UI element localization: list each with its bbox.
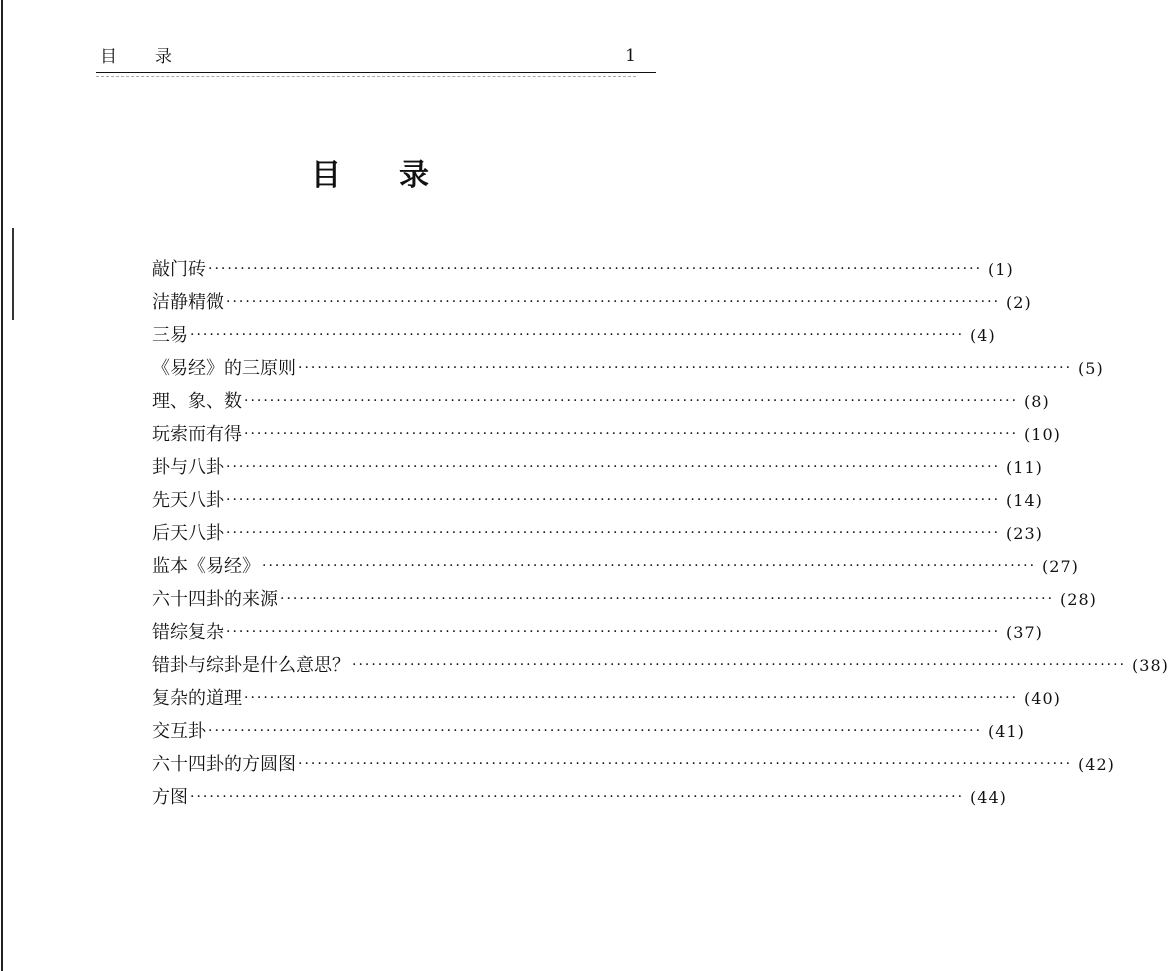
toc-leader-dots: ························································································································	[226, 492, 1001, 508]
running-head-title: 目录	[100, 47, 210, 67]
toc-entry-page: (23)	[1006, 524, 1043, 543]
scan-edge	[1, 0, 3, 971]
toc-entry-label: 三易	[152, 325, 188, 346]
toc-entry-label: 六十四卦的来源	[152, 589, 278, 610]
toc-entry-page: (28)	[1060, 590, 1097, 609]
toc-entry-page: (40)	[1024, 689, 1061, 708]
toc-leader-dots: ························································································································	[298, 756, 1073, 772]
toc-entry[interactable]	[152, 555, 1079, 588]
toc-leader-dots: ························································································································	[262, 558, 1037, 574]
toc-entry-page: (4)	[970, 326, 996, 345]
toc-entry-page: (5)	[1078, 359, 1104, 378]
toc-leader-dots: ························································································································	[226, 624, 1001, 640]
toc-entry-label: 错综复杂	[152, 622, 224, 643]
toc-entry-page: (10)	[1024, 425, 1061, 444]
toc-entry-page: (2)	[1006, 293, 1032, 312]
toc-leader-dots: ························································································································	[190, 789, 965, 805]
toc-entry[interactable]	[152, 654, 1169, 687]
toc-entry-page: (38)	[1132, 656, 1169, 675]
toc-entry[interactable]	[152, 489, 1043, 522]
toc-entry[interactable]	[152, 753, 1115, 786]
toc-leader-dots: ························································································································	[208, 723, 983, 739]
toc-entry-label: 卦与八卦	[152, 457, 224, 478]
toc-entry[interactable]	[152, 522, 1043, 555]
toc-leader-dots: ························································································································	[208, 261, 983, 277]
scan-edge-mark	[12, 228, 14, 320]
toc-entry-label: 《易经》的三原则	[152, 358, 296, 379]
toc-entry[interactable]	[152, 324, 996, 357]
toc-entry[interactable]	[152, 786, 1007, 819]
table-of-contents	[152, 258, 1169, 819]
toc-leader-dots: ························································································································	[244, 393, 1019, 409]
toc-leader-dots: ························································································································	[280, 591, 1055, 607]
toc-entry-page: (11)	[1006, 458, 1043, 477]
toc-entry-label: 方图	[152, 787, 188, 808]
toc-entry-label: 敲门砖	[152, 259, 206, 280]
toc-entry[interactable]	[152, 687, 1061, 720]
toc-entry-page: (27)	[1042, 557, 1079, 576]
toc-entry-page: (14)	[1006, 491, 1043, 510]
toc-entry-page: (41)	[988, 722, 1025, 741]
toc-entry-label: 错卦与综卦是什么意思？	[152, 655, 350, 676]
toc-leader-dots: ························································································································	[298, 360, 1073, 376]
toc-leader-dots: ························································································································	[244, 426, 1019, 442]
toc-entry-page: (42)	[1078, 755, 1115, 774]
running-head-page-number: 1	[625, 46, 636, 66]
toc-entry[interactable]	[152, 720, 1025, 753]
toc-entry[interactable]	[152, 621, 1043, 654]
toc-leader-dots: ························································································································	[226, 459, 1001, 475]
toc-entry-label: 先天八卦	[152, 490, 224, 511]
page-title: 目录	[311, 158, 487, 193]
toc-entry-label: 后天八卦	[152, 523, 224, 544]
toc-entry-page: (37)	[1006, 623, 1043, 642]
toc-entry[interactable]	[152, 456, 1043, 489]
running-head	[96, 36, 656, 74]
toc-entry-page: (44)	[970, 788, 1007, 807]
running-head-rule-shadow	[96, 76, 636, 77]
toc-entry-label: 监本《易经》	[152, 556, 260, 577]
toc-entry[interactable]	[152, 357, 1104, 390]
toc-entry-page: (1)	[988, 260, 1014, 279]
toc-leader-dots: ························································································································	[244, 690, 1019, 706]
toc-entry-page: (8)	[1024, 392, 1050, 411]
toc-leader-dots: ························································································································	[352, 657, 1127, 673]
toc-leader-dots: ························································································································	[226, 525, 1001, 541]
toc-entry-label: 理、象、数	[152, 391, 242, 412]
toc-leader-dots: ························································································································	[226, 294, 1001, 310]
toc-entry-label: 复杂的道理	[152, 688, 242, 709]
toc-entry[interactable]	[152, 588, 1097, 621]
toc-entry[interactable]	[152, 423, 1061, 456]
toc-entry-label: 六十四卦的方圆图	[152, 754, 296, 775]
toc-entry[interactable]	[152, 390, 1050, 423]
toc-entry-label: 玩索而有得	[152, 424, 242, 445]
toc-entry[interactable]	[152, 291, 1032, 324]
toc-entry-label: 交互卦	[152, 721, 206, 742]
toc-entry-label: 洁静精微	[152, 292, 224, 313]
toc-entry[interactable]	[152, 258, 1014, 291]
running-head-rule	[96, 72, 656, 73]
toc-leader-dots: ························································································································	[190, 327, 965, 343]
